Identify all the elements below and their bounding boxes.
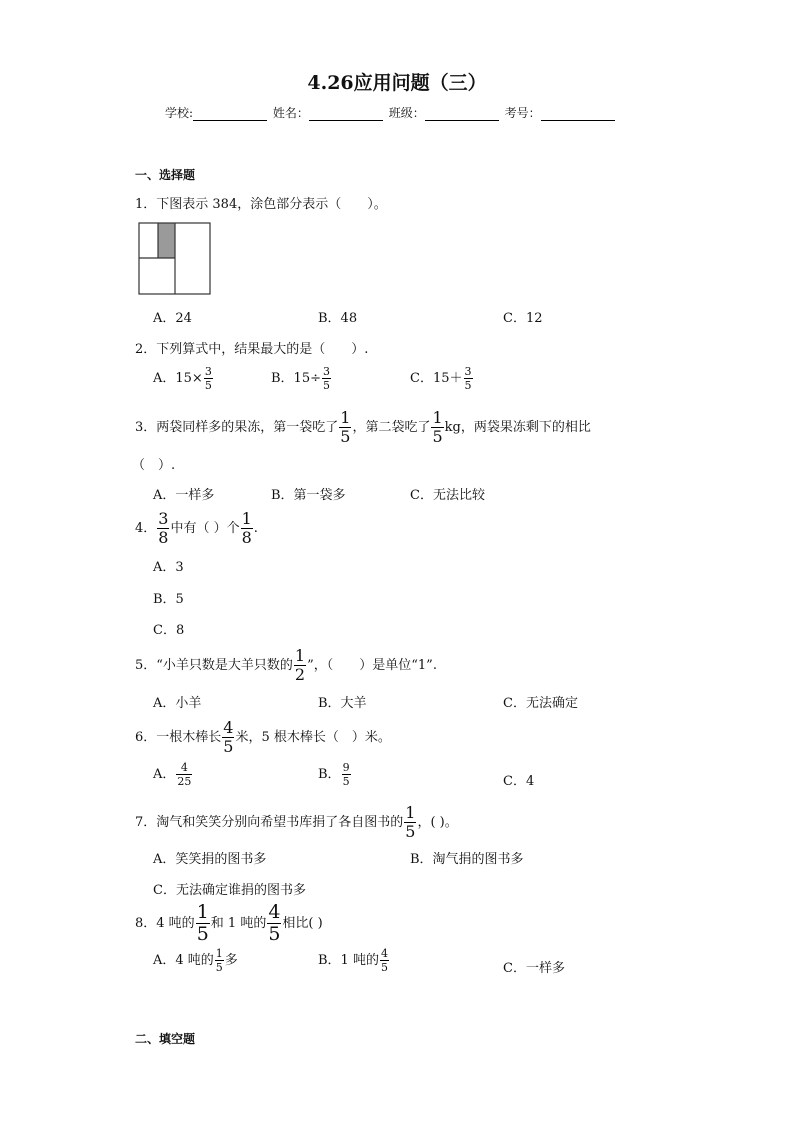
question-5-stem: 5．“小羊只数是大羊只数的 $\frac{1}{2}$ ”，（ ）是单位“1”. xyxy=(135,646,437,684)
question-4-option-c[interactable]: C．8 xyxy=(153,623,185,638)
question-3-option-c[interactable]: C．无法比较 xyxy=(410,488,485,503)
fraction: $\frac{1}{2}$ xyxy=(294,646,306,684)
question-7-option-c[interactable]: C．无法确定谁捐的图书多 xyxy=(153,883,306,898)
question-8-option-b[interactable]: B．1 吨的 $\frac{4}{5}$ xyxy=(318,947,388,974)
student-info-line xyxy=(165,104,617,121)
name-blank[interactable] xyxy=(309,106,383,121)
fraction: $\frac{4}{5}$ xyxy=(223,718,234,756)
number-label: 考号： xyxy=(504,106,541,120)
fraction: $\frac{1}{5}$ xyxy=(432,408,443,446)
page-title: 4.26应用问题（三） xyxy=(307,72,487,94)
school-label: 学校: xyxy=(165,106,194,120)
question-3-option-a[interactable]: A．一样多 xyxy=(153,488,215,503)
question-4-stem: 4． $\frac{3}{8}$ 中有（ ）个 $\frac{1}{8}$ . xyxy=(135,509,258,547)
question-1-option-c[interactable]: C．12 xyxy=(503,311,543,326)
question-1-option-b[interactable]: B．48 xyxy=(318,311,358,326)
question-6-option-a[interactable]: A． $\frac{4}{25}$ xyxy=(153,761,192,788)
question-2-option-b[interactable]: B．15÷ $\frac{3}{5}$ xyxy=(271,365,330,392)
fraction: $\frac{3}{5}$ xyxy=(204,365,212,392)
fraction: $\frac{4}{5}$ xyxy=(380,947,388,974)
class-label: 班级： xyxy=(388,106,425,120)
question-7-stem: 7．淘气和笑笑分别向希望书库捐了各自图书的 $\frac{1}{5}$ ，( )。 xyxy=(135,803,458,841)
fraction: $\frac{3}{8}$ xyxy=(158,509,169,547)
question-2-stem: 2．下列算式中，结果最大的是（ ）. xyxy=(135,342,369,357)
fraction: $\frac{1}{5}$ xyxy=(215,947,223,974)
question-1-figure xyxy=(138,222,212,296)
question-3-stem-continued: （ ）. xyxy=(132,458,176,473)
fraction: $\frac{1}{5}$ xyxy=(196,901,209,945)
fraction: $\frac{9}{5}$ xyxy=(342,761,350,788)
question-7-option-b[interactable]: B．淘气捐的图书多 xyxy=(410,852,524,867)
question-6-option-c[interactable]: C．4 xyxy=(503,774,535,789)
question-5-option-a[interactable]: A．小羊 xyxy=(153,696,202,711)
question-8-option-a[interactable]: A．4 吨的 $\frac{1}{5}$ 多 xyxy=(153,947,238,974)
school-blank[interactable] xyxy=(193,106,267,121)
question-3-stem: 3．两袋同样多的果冻，第一袋吃了 $\frac{1}{5}$ ，第二袋吃了 $\frac{1}{5}$ kg，两袋果冻剩下的相比 xyxy=(135,408,591,446)
question-4-option-a[interactable]: A．3 xyxy=(153,560,184,575)
question-5-option-c[interactable]: C．无法确定 xyxy=(503,696,578,711)
fraction: $\frac{3}{5}$ xyxy=(464,365,472,392)
fraction: $\frac{3}{5}$ xyxy=(323,365,330,392)
section-heading-choice: 一、选择题 xyxy=(135,168,196,182)
class-blank[interactable] xyxy=(425,106,499,121)
shaded-part xyxy=(158,223,175,258)
question-1-stem: 1．下图表示 384，涂色部分表示（ ）。 xyxy=(135,197,387,212)
question-1-option-a[interactable]: A．24 xyxy=(153,311,192,326)
question-3-option-b[interactable]: B．第一袋多 xyxy=(271,488,346,503)
fraction: $\frac{1}{5}$ xyxy=(340,408,351,446)
fraction: $\frac{1}{5}$ xyxy=(405,803,416,841)
question-2-option-a[interactable]: A．15× $\frac{3}{5}$ xyxy=(153,365,212,392)
question-2-option-c[interactable]: C．15＋ $\frac{3}{5}$ xyxy=(410,365,472,392)
question-5-option-b[interactable]: B．大羊 xyxy=(318,696,367,711)
fraction: $\frac{1}{8}$ xyxy=(241,509,252,547)
question-8-stem: 8．4 吨的 $\frac{1}{5}$ 和 1 吨的 $\frac{4}{5}$ 相比( ) xyxy=(135,901,323,945)
question-7-option-a[interactable]: A．笑笑捐的图书多 xyxy=(153,852,267,867)
question-8-option-c[interactable]: C．一样多 xyxy=(503,961,565,976)
fraction: $\frac{4}{5}$ xyxy=(268,901,281,945)
section-heading-fill: 二、填空题 xyxy=(135,1032,196,1046)
fraction: $\frac{4}{25}$ xyxy=(177,761,192,788)
question-4-option-b[interactable]: B．5 xyxy=(153,592,184,607)
question-6-option-b[interactable]: B． $\frac{9}{5}$ xyxy=(318,761,350,788)
name-label: 姓名： xyxy=(272,106,309,120)
question-6-stem: 6．一根木棒长 $\frac{4}{5}$ 米，5 根木棒长（ ）米。 xyxy=(135,718,391,756)
number-blank[interactable] xyxy=(541,106,615,121)
